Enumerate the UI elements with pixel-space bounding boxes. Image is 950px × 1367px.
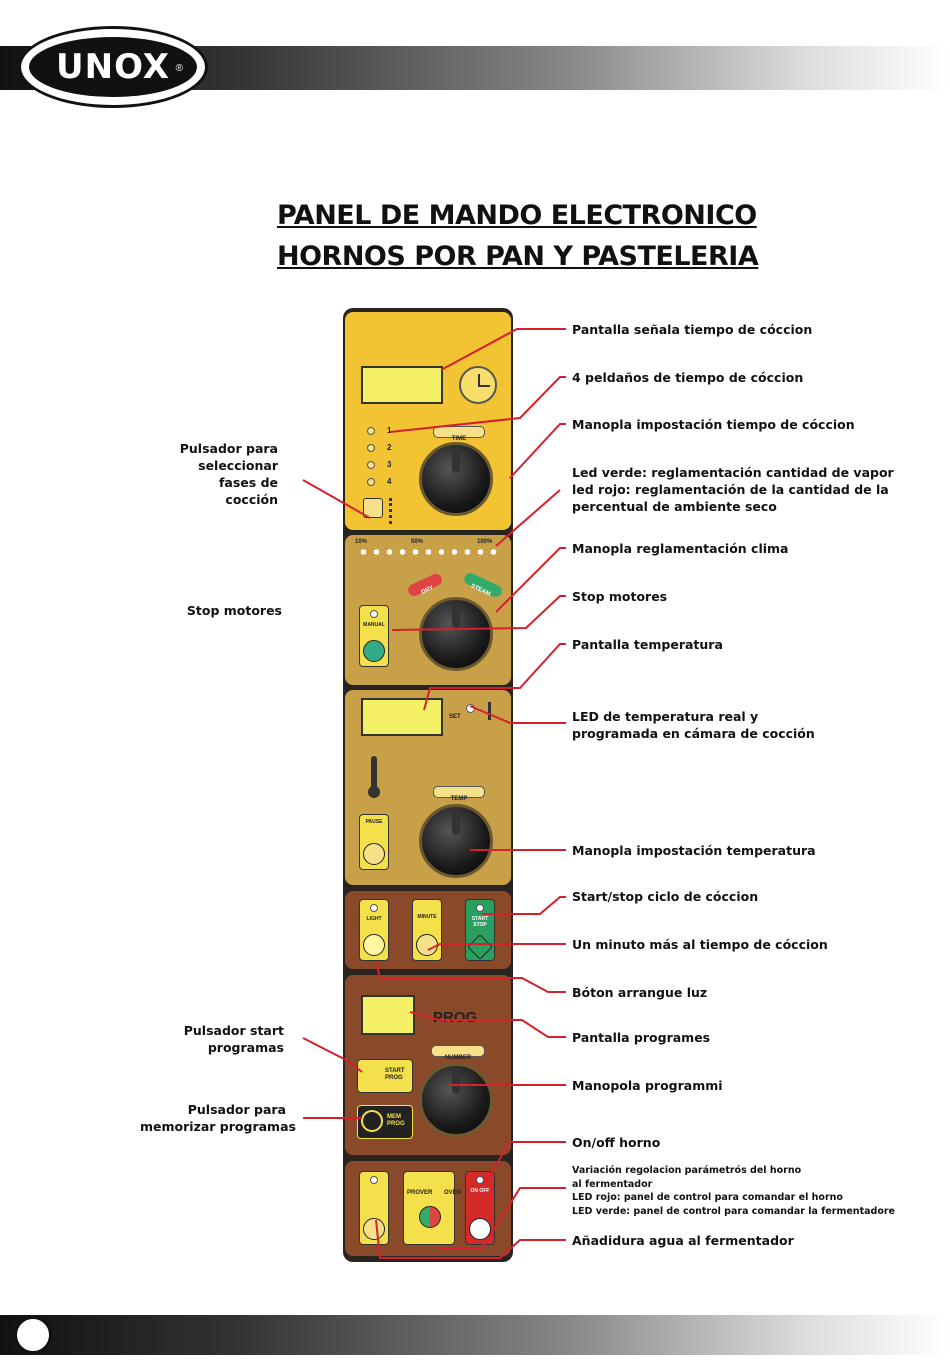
ann-stop-motors-left: Stop motores xyxy=(186,603,282,618)
title-line-1: PANEL DE MANDO ELECTRONICO xyxy=(277,200,757,231)
ann-stop-motors: Stop motores xyxy=(572,589,668,604)
ann-steam-leds: Led verde: reglamentación cantidad de vapor led rojo: reglamentación de la cantidad de la percentual de ambiente seco xyxy=(572,465,894,514)
ann-start-stop: Start/stop ciclo de cóccion xyxy=(572,889,759,904)
logo-reg-mark: ® xyxy=(175,63,183,74)
scale-10: 10% xyxy=(355,539,368,545)
set-label: SET xyxy=(449,714,461,720)
manual-button[interactable]: MANUAL xyxy=(359,605,389,667)
footer-bar xyxy=(0,1315,950,1355)
start-stop-button[interactable]: START STOP xyxy=(465,899,495,961)
steam-arc: STEAM xyxy=(462,571,503,599)
step-1-label: 1 xyxy=(387,426,392,435)
pause-button[interactable]: PAUSE xyxy=(359,814,389,870)
ann-time-display: Pantalla señala tiempo de cóccion xyxy=(572,322,813,337)
ann-onoff: On/off horno xyxy=(572,1135,661,1150)
mem-prog-button[interactable]: MEM PROG xyxy=(357,1105,413,1139)
prog-label: PROG xyxy=(433,1009,478,1026)
ann-mem-prog: Pulsador para memorizar programas xyxy=(140,1102,296,1134)
ann-water: Añadidura agua al fermentador xyxy=(572,1233,794,1248)
number-knob-label: NUMBER xyxy=(431,1045,485,1057)
ann-phase-button: Pulsador para seleccionar fases de cocción xyxy=(179,441,278,507)
ann-oven-prover: Variación regolacion parámetrós del horno al fermentador LED rojo: panel de control para comandar el horno LED verde: panel de control para comandar la fermentadore xyxy=(572,1165,895,1217)
start-prog-button[interactable]: START PROG xyxy=(357,1059,413,1093)
prover-label: PROVER xyxy=(407,1190,433,1196)
page-marker xyxy=(14,1316,52,1354)
ann-temp-knob: Manopla impostación temperatura xyxy=(572,843,816,858)
step-4-label: 4 xyxy=(387,477,392,486)
title-line-2: HORNOS POR PAN Y PASTELERIA xyxy=(277,241,759,272)
ann-start-prog: Pulsador start programas xyxy=(183,1023,284,1055)
light-button[interactable]: LIGHT xyxy=(359,899,389,961)
ann-prog-knob: Manopola programmi xyxy=(572,1078,723,1093)
temp-knob-label: TEMP xyxy=(433,786,485,798)
step-3-label: 3 xyxy=(387,460,392,469)
scale-100: 100% xyxy=(477,539,493,545)
oven-label: OVEN xyxy=(444,1190,462,1196)
ann-prog-display: Pantalla programes xyxy=(572,1030,711,1045)
ann-time-knob: Manopla impostación tiempo de cóccion xyxy=(572,417,855,432)
ann-temp-display: Pantalla temperatura xyxy=(572,637,723,652)
logo-text: UNOX xyxy=(56,47,170,87)
ann-minute: Un minuto más al tiempo de cóccion xyxy=(572,937,828,952)
onoff-button[interactable]: ON OFF xyxy=(465,1171,495,1245)
ann-time-steps: 4 peldaños de tiempo de cóccion xyxy=(572,370,804,385)
dry-arc: DRY xyxy=(406,572,444,598)
scale-50: 50% xyxy=(411,539,424,545)
step-2-label: 2 xyxy=(387,443,392,452)
time-knob-label: TIME xyxy=(433,426,485,438)
minute-button[interactable]: MINUTE xyxy=(412,899,442,961)
ann-temp-led: LED de temperatura real y programada en cámara de cocción xyxy=(572,709,815,741)
ann-climate-knob: Manopla reglamentación clima xyxy=(572,541,789,556)
ann-light: Bóton arrangue luz xyxy=(572,985,708,1000)
